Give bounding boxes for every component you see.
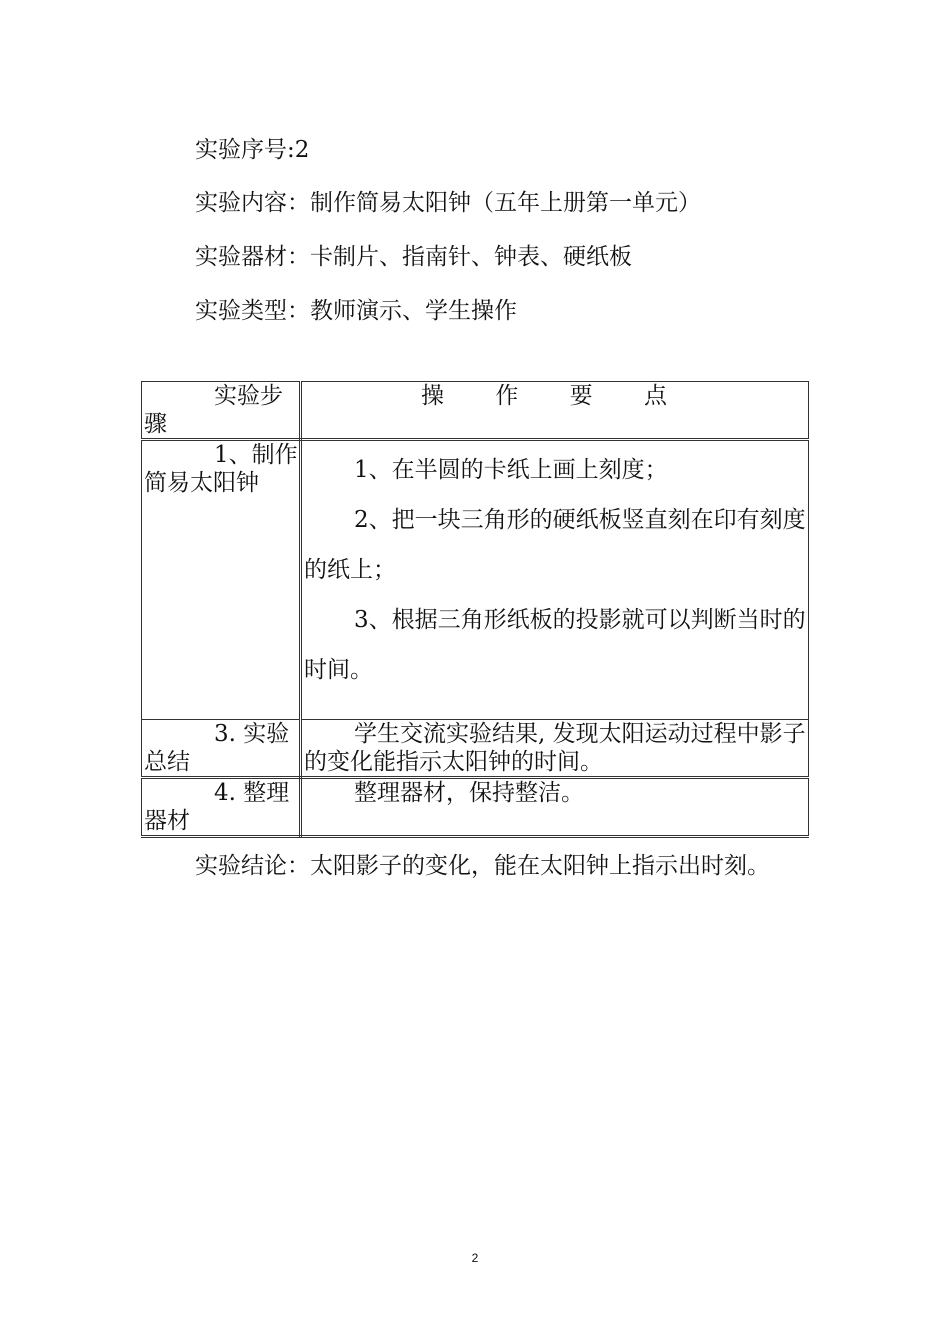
header-step-cell [142,382,301,440]
page-number: 2 [471,1251,479,1265]
point-text: 1、在半圆的卡纸上画上刻度； [354,457,668,483]
step-cell [142,720,301,778]
experiment-conclusion: 实验结论：太阳影子的变化，能在太阳钟上指示出时刻。 [195,853,770,879]
point-text: 2、把一块三角形的硬纸板竖直刻在印有刻度的纸上； [304,507,806,583]
header-points-cell [301,382,809,440]
experiment-number: 实验序号:2 [195,137,310,163]
table-header-row [142,382,809,440]
header-points-label: 操 作 要 点 [421,383,689,409]
table-row [142,778,809,837]
experiment-content: 实验内容：制作简易太阳钟（五年上册第一单元） [195,190,701,216]
experiment-materials: 实验器材：卡制片、指南针、钟表、硬纸板 [195,244,632,270]
point-text: 整理器材，保持整洁。 [354,780,584,806]
point-text: 3、根据三角形纸板的投影就可以判断当时的时间。 [304,607,806,683]
experiment-steps-table [141,381,809,838]
points-cell [301,440,809,720]
step-label: 3. 实验总结 [144,721,290,775]
step-label: 1、制作简易太阳钟 [144,442,298,496]
table-row [142,440,809,720]
points-cell [301,778,809,837]
experiment-type: 实验类型：教师演示、学生操作 [195,298,517,324]
header-step-label: 实验步骤 [144,383,283,437]
step-cell [142,778,301,837]
point-text: 学生交流实验结果, 发现太阳运动过程中影子的变化能指示太阳钟的时间。 [304,721,806,775]
step-label: 4. 整理器材 [144,780,290,834]
points-cell [301,720,809,778]
step-cell [142,440,301,720]
table-row [142,720,809,778]
